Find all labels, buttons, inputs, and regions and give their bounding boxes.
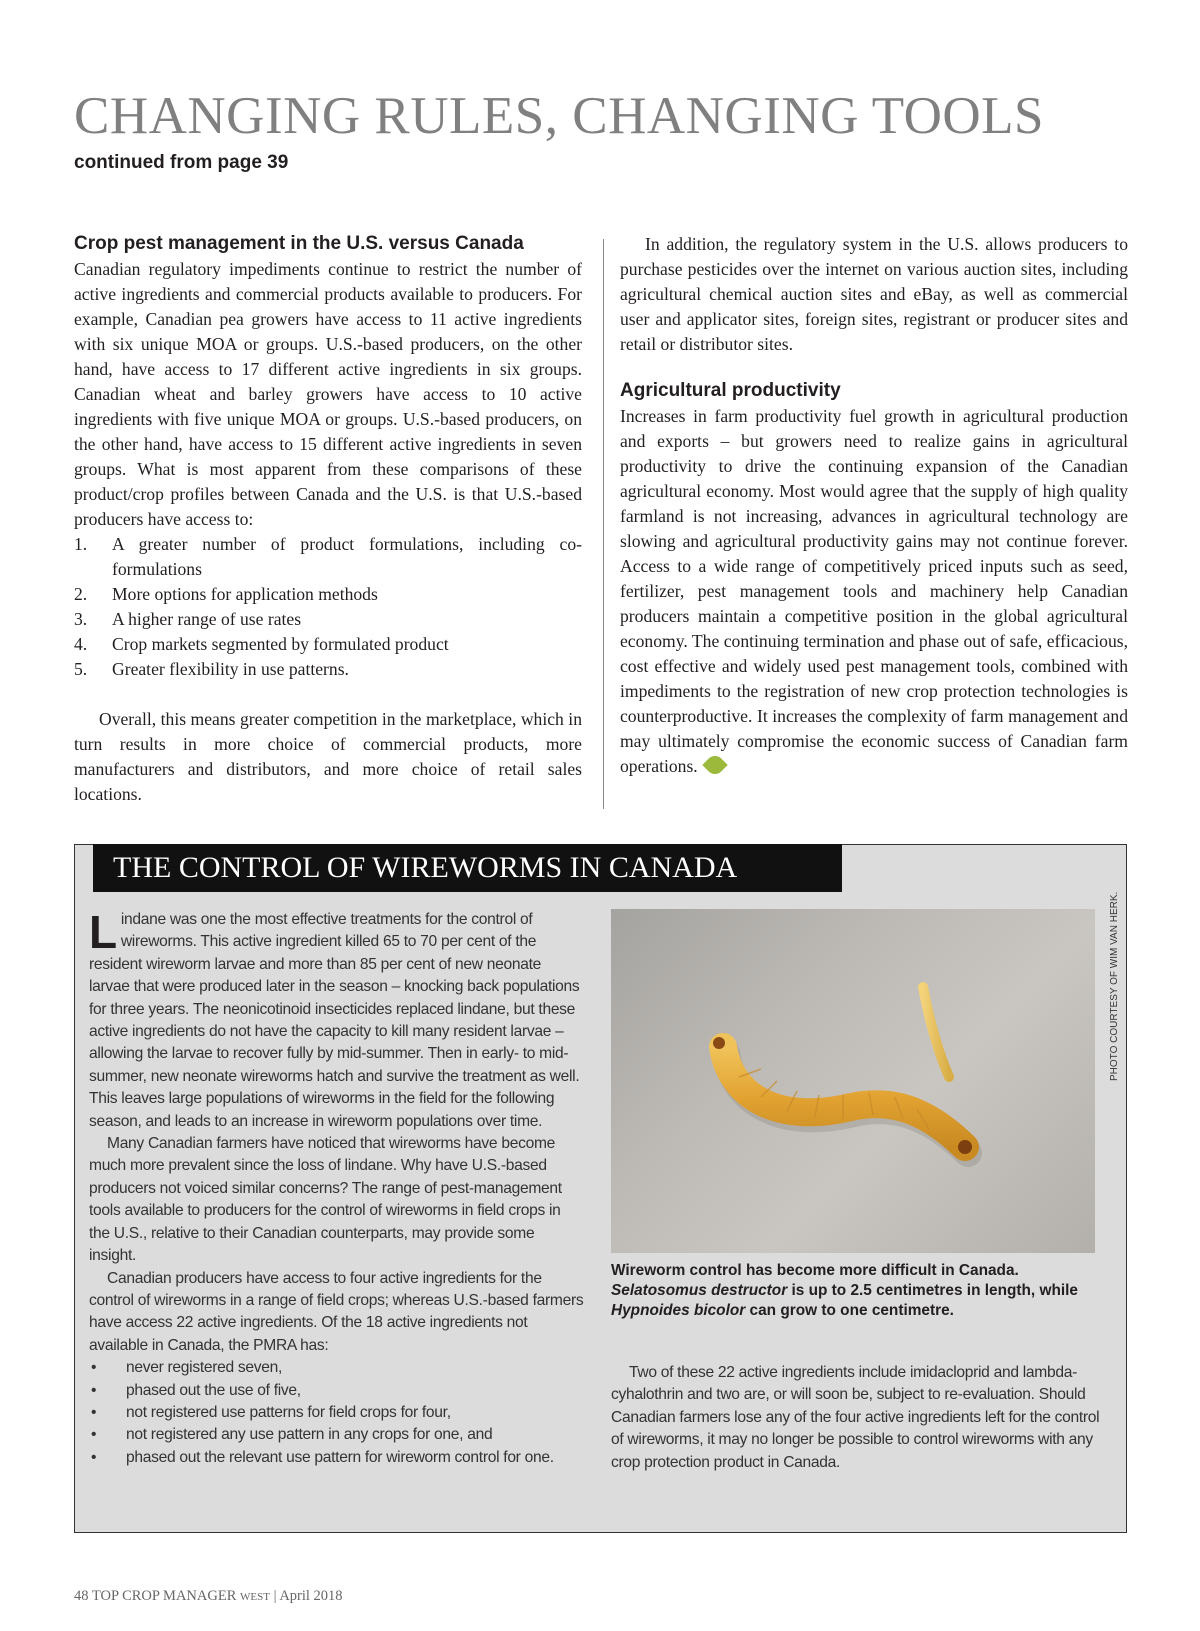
list-number: 3. bbox=[74, 609, 88, 629]
caption-species-1: Selatosomus destructor bbox=[611, 1282, 788, 1299]
sidebar-paragraph-lindane bbox=[89, 906, 585, 1133]
pmra-bullet-list bbox=[89, 1357, 585, 1469]
productivity-text: Increases in farm productivity fuel growth in agricultural production and exports – but growers need to realize gains in agricultural productivity to drive the continuing expansion of the Canadian agricultural economy. Most would agree that the supply of high quality farmland is not increasing, advances in agricultural technology are slowing and agricultural productivity gains may not continue forever. Access to a wide range of competitively priced inputs such as seed, fertilizer, pest management tools and machinery help Canadian producers maintain a competitive position in the global agricultural economy. The continuing termination and phase out of safe, efficacious, cost effective and widely used pest management tools, combined with impediments to the registration of new crop protection technologies is counterproductive. It increases the complexity of farm management and may ultimately compromise the economic success of Canadian farm operations. bbox=[620, 406, 1128, 776]
list-number: 4. bbox=[74, 634, 88, 654]
wireworm-sidebar bbox=[74, 844, 1127, 1533]
lindane-text: indane was one the most effective treatments for the control of wireworms. This active ingredient killed 65 to 70 per cent of the resident wireworm larvae and more than 85 per cent of new neonate larvae that were produced later in the season – knocking back populations for three years. The neonicotinoid insecticides replaced lindane, but these active ingredients do not have the capacity to kill many resident larvae – allowing the larvae to recover fully by mid-summer. Then in early- to mid-summer, new neonate wireworms hatch and survive the treatment as well. This leaves large populations of wireworms in the field for the following season, and leads to an increase in wireworm populations over time. bbox=[89, 911, 580, 1130]
bullet-item bbox=[89, 1424, 585, 1446]
bullet-item bbox=[89, 1357, 585, 1379]
caption-species-2: Hypnoides bicolor bbox=[611, 1302, 746, 1319]
list-item bbox=[74, 532, 582, 582]
small-wireworm bbox=[923, 987, 949, 1077]
magazine-edition: WEST bbox=[240, 1591, 270, 1603]
internet-purchase-paragraph: In addition, the regulatory system in the U.S. allows producers to purchase pesticides over the internet on various auction sites, including agricultural chemical auction sites and eBay, as well as commercial user and applicator sites, foreign sites, registrant or producer sites and retail or distributor sites. bbox=[620, 234, 1128, 354]
wireworm-head bbox=[713, 1037, 725, 1049]
access-list bbox=[74, 532, 582, 682]
leaf-end-icon bbox=[702, 752, 727, 777]
photo-credit-text: PHOTO COURTESY OF WIM VAN HERK. bbox=[1109, 891, 1120, 1081]
section-heading-pest-management: Crop pest management in the U.S. versus Canada bbox=[74, 233, 524, 254]
page-title: CHANGING RULES, CHANGING TOOLS bbox=[74, 87, 1045, 145]
bullet-icon: • bbox=[91, 1403, 97, 1421]
bullet-icon: • bbox=[91, 1381, 97, 1399]
list-number: 1. bbox=[74, 534, 88, 554]
page-footer bbox=[74, 1588, 343, 1605]
caption-end: can grow to one centimetre. bbox=[745, 1302, 954, 1319]
large-wireworm bbox=[723, 1047, 965, 1147]
list-item-text: Greater flexibility in use patterns. bbox=[112, 659, 349, 679]
bullet-icon: • bbox=[91, 1426, 97, 1444]
magazine-name: TOP CROP MANAGER bbox=[91, 1588, 237, 1604]
continued-from-label: continued from page 39 bbox=[74, 152, 289, 173]
bullet-item bbox=[89, 1447, 585, 1469]
bullet-text: not registered use patterns for field crops for four, bbox=[126, 1403, 451, 1421]
list-item-text: More options for application methods bbox=[112, 584, 378, 604]
list-item bbox=[74, 607, 582, 632]
sidebar-title: THE CONTROL OF WIREWORMS IN CANADA bbox=[93, 844, 842, 892]
productivity-paragraph bbox=[620, 404, 1128, 779]
right-column bbox=[620, 232, 1128, 779]
page-number: 48 bbox=[74, 1588, 89, 1604]
bullet-text: not registered any use pattern in any crops for one, and bbox=[126, 1426, 493, 1444]
sidebar-paragraph-access: Canadian producers have access to four active ingredients for the control of wireworms in a range of field crops; whereas U.S.-based farmers have access 22 active ingredients. Of the 18 active ingredients not available in Canada, the PMRA has: bbox=[89, 1269, 584, 1354]
list-item-text: Crop markets segmented by formulated product bbox=[112, 634, 449, 654]
conclusion-paragraph: Overall, this means greater competition in the marketplace, which in turn results in more choice of commercial products, more manufacturers and distributors, and more choice of retail sales locations. bbox=[74, 709, 582, 804]
sidebar-left-text bbox=[89, 906, 585, 1469]
photo-caption bbox=[611, 1261, 1111, 1321]
bullet-icon: • bbox=[91, 1359, 97, 1377]
section-heading-productivity: Agricultural productivity bbox=[620, 380, 841, 401]
list-number: 2. bbox=[74, 584, 88, 604]
caption-mid: is up to 2.5 centimetres in length, while bbox=[787, 1282, 1078, 1299]
drop-cap: L bbox=[89, 906, 117, 958]
bullet-item bbox=[89, 1380, 585, 1402]
list-item bbox=[74, 632, 582, 657]
bullet-text: never registered seven, bbox=[126, 1359, 283, 1377]
sidebar-paragraph-reevaluation: Two of these 22 active ingredients include imidacloprid and lambda-cyhalothrin and two are, or will soon be, subject to re-evaluation. Should Canadian farmers lose any of the four active ingredients left for the control of wireworms, it may no longer be possible to control wireworms with any crop protection product in Canada. bbox=[611, 1364, 1100, 1471]
list-item bbox=[74, 657, 582, 682]
bullet-item bbox=[89, 1402, 585, 1424]
wireworm-illustration bbox=[611, 909, 1095, 1253]
footer-separator: | bbox=[273, 1588, 277, 1604]
column-divider bbox=[603, 239, 604, 809]
intro-paragraph: Canadian regulatory impediments continue to restrict the number of active ingredients and commercial products available to producers. For example, Canadian pea growers have access to 11 active ingredients with six unique MOA or groups. U.S.-based producers, on the other hand, have access to 17 different active ingredients in six groups. Canadian wheat and barley growers have access to 10 active ingredients with five unique MOA or groups. U.S.-based producers, on the other hand, have access to 15 different active ingredients in seven groups. What is most apparent from these comparisons of these product/crop profiles between Canada and the U.S. is that U.S.-based producers have access to: bbox=[74, 259, 582, 529]
left-column bbox=[74, 232, 582, 807]
bullet-text: phased out the relevant use pattern for wireworm control for one. bbox=[126, 1448, 554, 1466]
wireworm-tail bbox=[958, 1140, 972, 1154]
issue-date: April 2018 bbox=[279, 1588, 343, 1604]
list-item-text: A higher range of use rates bbox=[112, 609, 302, 629]
caption-line1: Wireworm control has become more difficult in Canada. bbox=[611, 1262, 1019, 1279]
bullet-text: phased out the use of five, bbox=[126, 1381, 301, 1399]
list-number: 5. bbox=[74, 659, 88, 679]
bullet-icon: • bbox=[91, 1448, 97, 1466]
list-item-text: A greater number of product formulations, including co-formulations bbox=[112, 534, 582, 579]
wireworm-photo bbox=[611, 909, 1095, 1253]
list-item bbox=[74, 582, 582, 607]
sidebar-paragraph-prevalence: Many Canadian farmers have noticed that wireworms have become much more prevalent since the loss of lindane. Why have U.S.-based producers not voiced similar concerns? The range of pest-management tools available to producers for the control of wireworms in field crops in the U.S., relative to their Canadian counterparts, may provide some insight. bbox=[89, 1135, 562, 1265]
